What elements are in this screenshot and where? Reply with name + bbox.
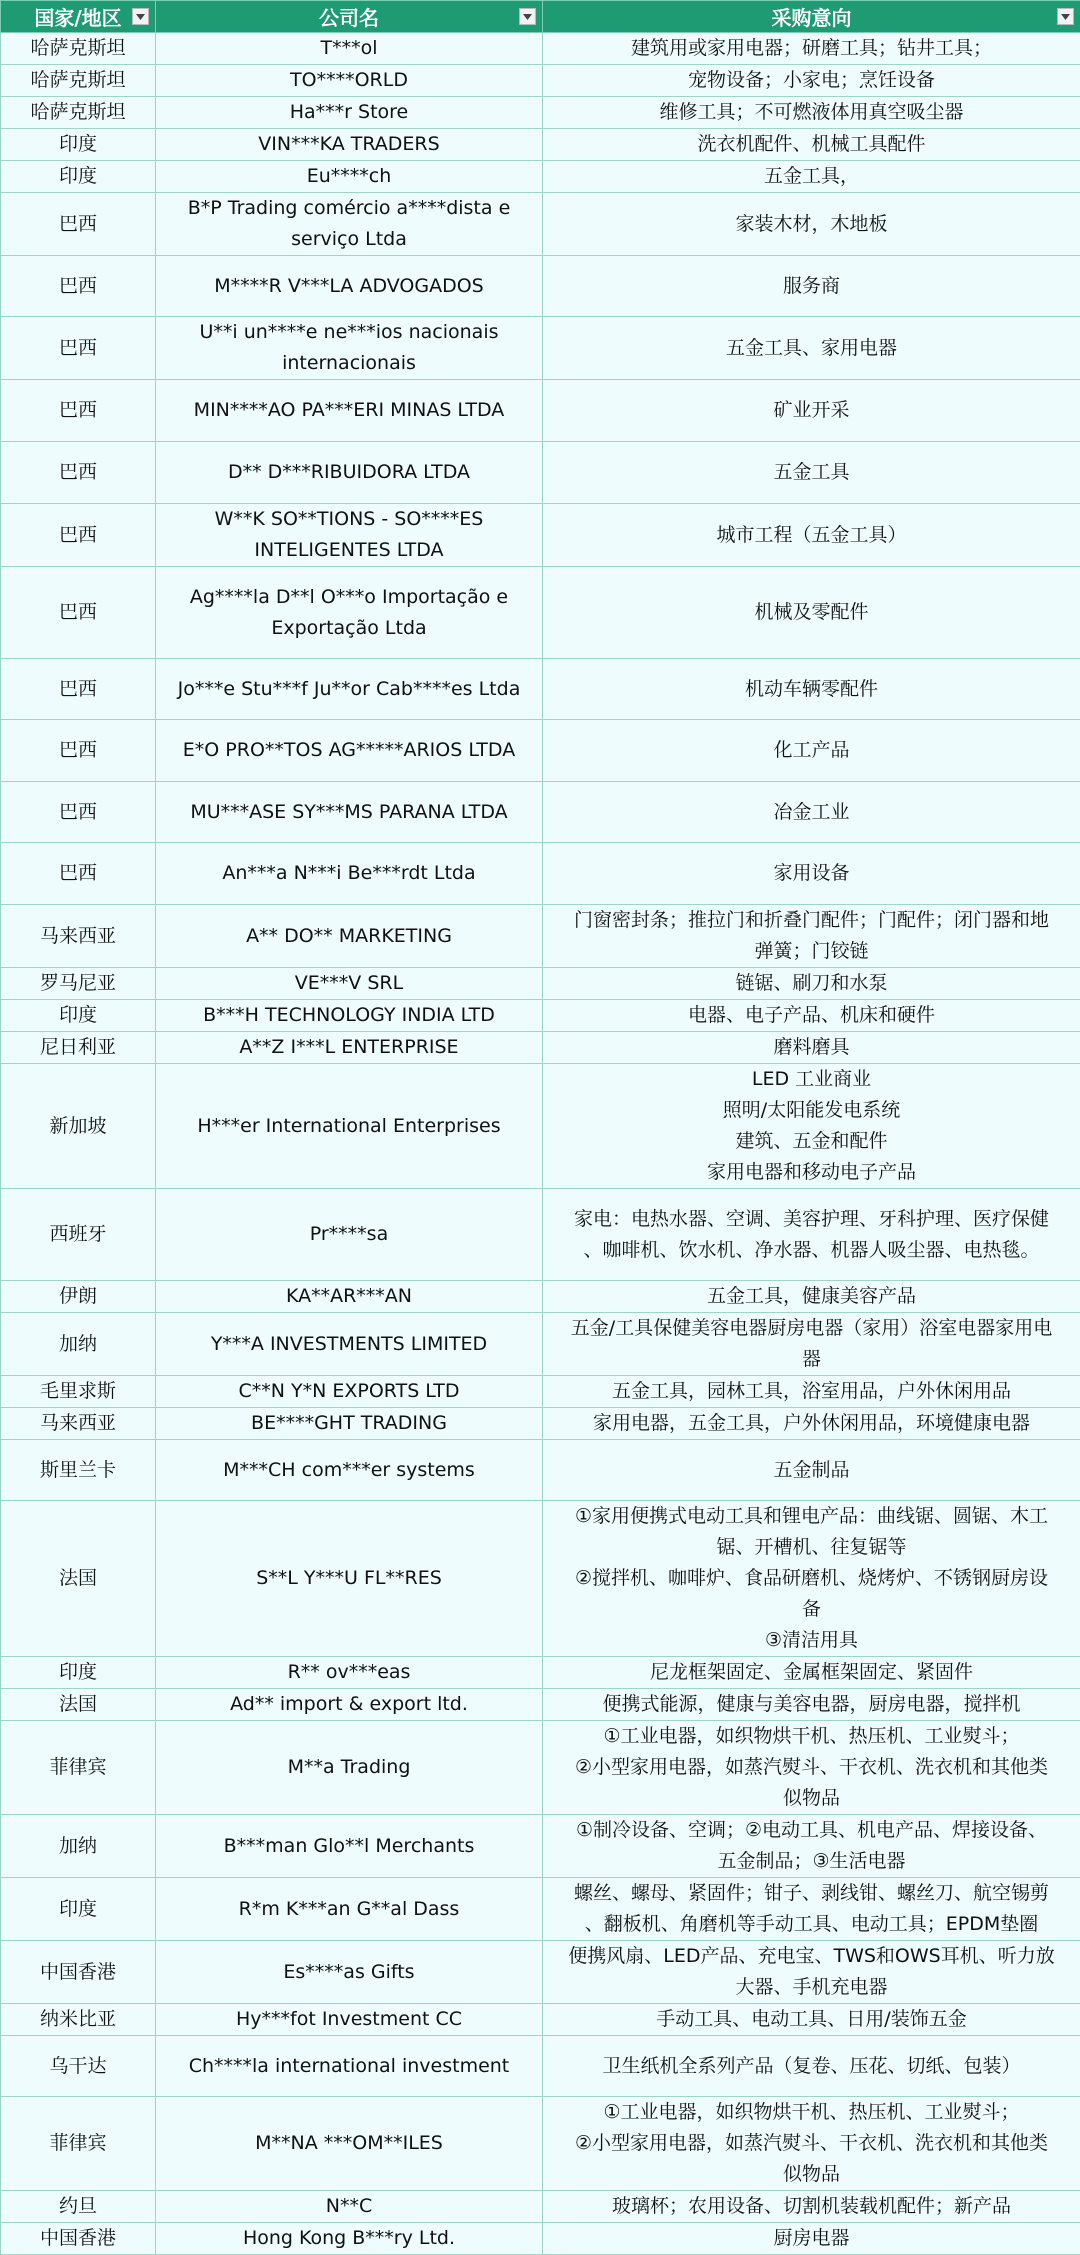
cell-company[interactable] bbox=[156, 1064, 543, 1189]
table-row bbox=[1, 2004, 1080, 2036]
table-row bbox=[1, 1313, 1080, 1376]
cell-company-line: R** ov***eas bbox=[161, 1657, 537, 1688]
header-company-label: 公司名 bbox=[319, 6, 379, 30]
table-row bbox=[1, 2036, 1080, 2097]
cell-intent[interactable] bbox=[543, 380, 1080, 442]
cell-intent[interactable] bbox=[543, 1064, 1080, 1189]
cell-intent[interactable] bbox=[543, 2097, 1080, 2191]
table-row bbox=[1, 256, 1080, 317]
cell-company-line: Hy***fot Investment CC bbox=[161, 2004, 537, 2035]
table-row bbox=[1, 1878, 1080, 1941]
cell-company-line: INTELIGENTES LTDA bbox=[161, 535, 537, 566]
header-country[interactable] bbox=[1, 1, 156, 33]
cell-company[interactable] bbox=[156, 442, 543, 504]
cell-company-line: H***er International Enterprises bbox=[161, 1111, 537, 1142]
cell-intent-line: ②搅拌机、咖啡炉、食品研磨机、烧烤炉、不锈钢厨房设 bbox=[548, 1563, 1075, 1594]
cell-company-line: Eu****ch bbox=[161, 161, 537, 192]
cell-intent-line: 家装木材，木地板 bbox=[548, 209, 1075, 240]
cell-intent-line: 服务商 bbox=[548, 271, 1075, 302]
header-intent-label: 采购意向 bbox=[772, 6, 852, 30]
cell-intent[interactable] bbox=[543, 843, 1080, 905]
cell-intent[interactable] bbox=[543, 1189, 1080, 1281]
cell-intent-line: 五金工具、家用电器 bbox=[548, 333, 1075, 364]
header-company[interactable] bbox=[156, 1, 543, 33]
table-row bbox=[1, 65, 1080, 97]
cell-intent[interactable] bbox=[543, 1657, 1080, 1689]
cell-company-line: M***CH com***er systems bbox=[161, 1455, 537, 1486]
cell-company[interactable] bbox=[156, 659, 543, 720]
cell-company-line: Ch****la international investment bbox=[161, 2051, 537, 2082]
table-row bbox=[1, 720, 1080, 782]
cell-company[interactable] bbox=[156, 1376, 543, 1408]
cell-company[interactable] bbox=[156, 782, 543, 843]
cell-company-line: E*O PRO**TOS AG*****ARIOS LTDA bbox=[161, 735, 537, 766]
table-row bbox=[1, 1657, 1080, 1689]
cell-intent-line: 、翻板机、角磨机等手动工具、电动工具；EPDM垫圈 bbox=[548, 1909, 1075, 1940]
cell-intent-line: 五金工具， bbox=[548, 161, 1075, 192]
cell-company[interactable] bbox=[156, 317, 543, 380]
cell-company[interactable] bbox=[156, 1000, 543, 1032]
cell-company-line: Pr****sa bbox=[161, 1219, 537, 1250]
cell-intent-line: 洗衣机配件、机械工具配件 bbox=[548, 129, 1075, 160]
cell-intent-line: 、咖啡机、饮水机、净水器、机器人吸尘器、电热毯。 bbox=[548, 1235, 1075, 1266]
cell-company-line: Es****as Gifts bbox=[161, 1957, 537, 1988]
cell-country[interactable]: 哈萨克斯坦 bbox=[1, 65, 156, 97]
cell-country[interactable]: 新加坡 bbox=[1, 1064, 156, 1189]
cell-country[interactable]: 马来西亚 bbox=[1, 1408, 156, 1440]
cell-company[interactable] bbox=[156, 1440, 543, 1501]
cell-company[interactable] bbox=[156, 843, 543, 905]
cell-country[interactable]: 巴西 bbox=[1, 317, 156, 380]
cell-company[interactable] bbox=[156, 1281, 543, 1313]
cell-company-line: Exportação Ltda bbox=[161, 613, 537, 644]
cell-company-line: BE****GHT TRADING bbox=[161, 1408, 537, 1439]
cell-country[interactable]: 巴西 bbox=[1, 380, 156, 442]
table-row bbox=[1, 2191, 1080, 2223]
cell-company-line: VE***V SRL bbox=[161, 968, 537, 999]
cell-intent-line: 似物品 bbox=[548, 2159, 1075, 2190]
table-row bbox=[1, 380, 1080, 442]
cell-intent-line: 似物品 bbox=[548, 1783, 1075, 1814]
table-row bbox=[1, 1408, 1080, 1440]
cell-intent-line: ③清洁用具 bbox=[548, 1625, 1075, 1656]
table-body bbox=[1, 33, 1080, 2255]
table-row bbox=[1, 2223, 1080, 2255]
cell-intent-line: ②小型家用电器，如蒸汽熨斗、干衣机、洗衣机和其他类 bbox=[548, 2128, 1075, 2159]
cell-country[interactable]: 印度 bbox=[1, 161, 156, 193]
table-row bbox=[1, 1689, 1080, 1721]
cell-company-line: B*P Trading comércio a****dista e bbox=[161, 193, 537, 224]
cell-intent-line: 五金工具，健康美容产品 bbox=[548, 1281, 1075, 1312]
cell-intent-line: 门窗密封条；推拉门和折叠门配件；门配件；闭门器和地 bbox=[548, 905, 1075, 936]
cell-intent-line: 建筑、五金和配件 bbox=[548, 1126, 1075, 1157]
cell-intent-line: 五金制品 bbox=[548, 1455, 1075, 1486]
cell-intent-line: 建筑用或家用电器；研磨工具；钻井工具； bbox=[548, 33, 1075, 64]
cell-company-line: VIN***KA TRADERS bbox=[161, 129, 537, 160]
cell-country[interactable]: 巴西 bbox=[1, 256, 156, 317]
cell-country[interactable]: 巴西 bbox=[1, 782, 156, 843]
cell-company[interactable] bbox=[156, 1313, 543, 1376]
cell-intent[interactable] bbox=[543, 1281, 1080, 1313]
cell-country[interactable]: 乌干达 bbox=[1, 2036, 156, 2097]
cell-company[interactable] bbox=[156, 1721, 543, 1815]
table-row bbox=[1, 442, 1080, 504]
cell-company-line: D** D***RIBUIDORA LTDA bbox=[161, 457, 537, 488]
cell-country[interactable]: 哈萨克斯坦 bbox=[1, 97, 156, 129]
cell-company-line: A** DO** MARKETING bbox=[161, 921, 537, 952]
cell-intent-line: 矿业开采 bbox=[548, 395, 1075, 426]
table-row bbox=[1, 1064, 1080, 1189]
table-row bbox=[1, 504, 1080, 567]
cell-country[interactable]: 巴西 bbox=[1, 720, 156, 782]
table-row bbox=[1, 1000, 1080, 1032]
cell-intent[interactable] bbox=[543, 1000, 1080, 1032]
cell-company[interactable] bbox=[156, 33, 543, 65]
cell-intent-line: 五金制品；③生活电器 bbox=[548, 1846, 1075, 1877]
cell-intent[interactable] bbox=[543, 504, 1080, 567]
cell-intent[interactable] bbox=[543, 2004, 1080, 2036]
cell-intent-line: 电器、电子产品、机床和硬件 bbox=[548, 1000, 1075, 1031]
cell-country[interactable]: 西班牙 bbox=[1, 1189, 156, 1281]
cell-company[interactable] bbox=[156, 1501, 543, 1657]
cell-country[interactable]: 尼日利亚 bbox=[1, 1032, 156, 1064]
cell-intent[interactable] bbox=[543, 256, 1080, 317]
cell-company[interactable] bbox=[156, 905, 543, 968]
cell-company-line: B***H TECHNOLOGY INDIA LTD bbox=[161, 1000, 537, 1031]
cell-company-line: S**L Y***U FL**RES bbox=[161, 1563, 537, 1594]
cell-intent[interactable] bbox=[543, 1878, 1080, 1941]
cell-company[interactable] bbox=[156, 2097, 543, 2191]
cell-country[interactable]: 中国香港 bbox=[1, 1941, 156, 2004]
table-row bbox=[1, 1281, 1080, 1313]
cell-intent-line: 家用电器和移动电子产品 bbox=[548, 1157, 1075, 1188]
cell-intent-line: ①家用便携式电动工具和锂电产品：曲线锯、圆锯、木工 bbox=[548, 1501, 1075, 1532]
cell-company-line: M**a Trading bbox=[161, 1752, 537, 1783]
cell-intent[interactable] bbox=[543, 1815, 1080, 1878]
cell-intent-line: 磨料磨具 bbox=[548, 1032, 1075, 1063]
cell-country[interactable]: 印度 bbox=[1, 1657, 156, 1689]
cell-intent[interactable] bbox=[543, 1032, 1080, 1064]
cell-intent[interactable] bbox=[543, 1689, 1080, 1721]
cell-company-line: T***ol bbox=[161, 33, 537, 64]
cell-country[interactable]: 斯里兰卡 bbox=[1, 1440, 156, 1501]
cell-intent-line: 维修工具；不可燃液体用真空吸尘器 bbox=[548, 97, 1075, 128]
cell-intent[interactable] bbox=[543, 129, 1080, 161]
cell-company[interactable] bbox=[156, 97, 543, 129]
cell-intent[interactable] bbox=[543, 317, 1080, 380]
cell-country[interactable]: 菲律宾 bbox=[1, 2097, 156, 2191]
cell-company[interactable] bbox=[156, 567, 543, 659]
cell-intent-line: 家用设备 bbox=[548, 858, 1075, 889]
cell-company[interactable] bbox=[156, 1941, 543, 2004]
cell-intent[interactable] bbox=[543, 1408, 1080, 1440]
cell-country[interactable]: 马来西亚 bbox=[1, 905, 156, 968]
cell-intent[interactable] bbox=[543, 2036, 1080, 2097]
cell-intent-line: 家用电器，五金工具，户外休闲用品，环境健康电器 bbox=[548, 1408, 1075, 1439]
cell-country[interactable]: 伊朗 bbox=[1, 1281, 156, 1313]
cell-country[interactable]: 法国 bbox=[1, 1689, 156, 1721]
cell-intent[interactable] bbox=[543, 2223, 1080, 2255]
cell-intent-line: 五金/工具保健美容电器厨房电器（家用）浴室电器家用电 bbox=[548, 1313, 1075, 1344]
cell-company-line: W**K SO**TIONS - SO****ES bbox=[161, 504, 537, 535]
cell-company[interactable] bbox=[156, 720, 543, 782]
table-row bbox=[1, 33, 1080, 65]
cell-country[interactable]: 印度 bbox=[1, 1878, 156, 1941]
cell-company[interactable] bbox=[156, 1408, 543, 1440]
table-row bbox=[1, 968, 1080, 1000]
cell-company[interactable] bbox=[156, 504, 543, 567]
cell-company[interactable] bbox=[156, 380, 543, 442]
cell-company[interactable] bbox=[156, 1878, 543, 1941]
cell-intent[interactable] bbox=[543, 1721, 1080, 1815]
cell-country[interactable]: 哈萨克斯坦 bbox=[1, 33, 156, 65]
cell-intent-line: 冶金工业 bbox=[548, 797, 1075, 828]
cell-intent[interactable] bbox=[543, 567, 1080, 659]
cell-intent-line: 便携风扇、LED产品、充电宝、TWS和OWS耳机、听力放 bbox=[548, 1941, 1075, 1972]
cell-intent-line: 机械及零配件 bbox=[548, 597, 1075, 628]
cell-company[interactable] bbox=[156, 2036, 543, 2097]
table-row bbox=[1, 567, 1080, 659]
table-row bbox=[1, 1815, 1080, 1878]
cell-intent-line: 尼龙框架固定、金属框架固定、紧固件 bbox=[548, 1657, 1075, 1688]
cell-intent[interactable] bbox=[543, 659, 1080, 720]
cell-intent[interactable] bbox=[543, 33, 1080, 65]
header-row bbox=[1, 1, 1080, 33]
cell-company[interactable] bbox=[156, 65, 543, 97]
cell-company[interactable] bbox=[156, 1189, 543, 1281]
cell-intent-line: ①工业电器，如织物烘干机、热压机、工业熨斗； bbox=[548, 2097, 1075, 2128]
cell-intent-line: 器 bbox=[548, 1344, 1075, 1375]
cell-intent-line: 卫生纸机全系列产品（复卷、压花、切纸、包装） bbox=[548, 2051, 1075, 2082]
cell-intent-line: 玻璃杯；农用设备、切割机装载机配件；新产品 bbox=[548, 2191, 1075, 2222]
cell-country[interactable]: 法国 bbox=[1, 1501, 156, 1657]
table-row bbox=[1, 1501, 1080, 1657]
cell-country[interactable]: 毛里求斯 bbox=[1, 1376, 156, 1408]
cell-company-line: KA**AR***AN bbox=[161, 1281, 537, 1312]
table-row bbox=[1, 161, 1080, 193]
cell-intent[interactable] bbox=[543, 1440, 1080, 1501]
cell-intent[interactable] bbox=[543, 1501, 1080, 1657]
cell-intent-line: 五金工具，园林工具，浴室用品，户外休闲用品 bbox=[548, 1376, 1075, 1407]
cell-intent-line: 手动工具、电动工具、日用/装饰五金 bbox=[548, 2004, 1075, 2035]
cell-intent-line: 大器、手机充电器 bbox=[548, 1972, 1075, 2003]
cell-company-line: Ha***r Store bbox=[161, 97, 537, 128]
cell-company[interactable] bbox=[156, 2191, 543, 2223]
cell-company-line: serviço Ltda bbox=[161, 224, 537, 255]
table-row bbox=[1, 97, 1080, 129]
table-row bbox=[1, 1721, 1080, 1815]
cell-country[interactable]: 纳米比亚 bbox=[1, 2004, 156, 2036]
cell-intent[interactable] bbox=[543, 720, 1080, 782]
cell-company-line: M**NA ***OM**ILES bbox=[161, 2128, 537, 2159]
filter-dropdown-icon[interactable] bbox=[132, 8, 149, 25]
table-row bbox=[1, 1376, 1080, 1408]
cell-company-line: MIN****AO PA***ERI MINAS LTDA bbox=[161, 395, 537, 426]
cell-company-line: Ad** import & export ltd. bbox=[161, 1689, 537, 1720]
cell-company-line: Jo***e Stu***f Ju**or Cab****es Ltda bbox=[161, 674, 537, 705]
cell-intent-line: 锯、开槽机、往复锯等 bbox=[548, 1532, 1075, 1563]
cell-country[interactable]: 巴西 bbox=[1, 442, 156, 504]
cell-intent-line: 宠物设备；小家电；烹饪设备 bbox=[548, 65, 1075, 96]
table-row bbox=[1, 1440, 1080, 1501]
filter-dropdown-icon[interactable] bbox=[519, 8, 536, 25]
cell-intent-line: 城市工程（五金工具） bbox=[548, 520, 1075, 551]
cell-country[interactable]: 中国香港 bbox=[1, 2223, 156, 2255]
cell-company-line: Y***A INVESTMENTS LIMITED bbox=[161, 1329, 537, 1360]
cell-intent-line: 备 bbox=[548, 1594, 1075, 1625]
cell-intent[interactable] bbox=[543, 2191, 1080, 2223]
cell-intent-line: 照明/太阳能发电系统 bbox=[548, 1095, 1075, 1126]
cell-country[interactable]: 巴西 bbox=[1, 504, 156, 567]
header-country-label: 国家/地区 bbox=[34, 6, 121, 30]
cell-company[interactable] bbox=[156, 1657, 543, 1689]
cell-company-line: U**i un****e ne***ios nacionais bbox=[161, 317, 537, 348]
cell-company[interactable] bbox=[156, 1032, 543, 1064]
cell-company[interactable] bbox=[156, 2223, 543, 2255]
cell-country[interactable]: 印度 bbox=[1, 129, 156, 161]
cell-intent-line: 链锯、刷刀和水泵 bbox=[548, 968, 1075, 999]
cell-intent[interactable] bbox=[543, 1941, 1080, 2004]
cell-country[interactable]: 加纳 bbox=[1, 1815, 156, 1878]
cell-company-line: internacionais bbox=[161, 348, 537, 379]
cell-intent[interactable] bbox=[543, 782, 1080, 843]
table-row bbox=[1, 2097, 1080, 2191]
cell-country[interactable]: 印度 bbox=[1, 1000, 156, 1032]
cell-company-line: C**N Y*N EXPORTS LTD bbox=[161, 1376, 537, 1407]
cell-country[interactable]: 巴西 bbox=[1, 567, 156, 659]
cell-company[interactable] bbox=[156, 2004, 543, 2036]
cell-company[interactable] bbox=[156, 968, 543, 1000]
table-row bbox=[1, 1032, 1080, 1064]
cell-company-line: A**Z I***L ENTERPRISE bbox=[161, 1032, 537, 1063]
table-row bbox=[1, 193, 1080, 256]
cell-company-line: An***a N***i Be***rdt Ltda bbox=[161, 858, 537, 889]
cell-intent[interactable] bbox=[543, 905, 1080, 968]
cell-intent[interactable] bbox=[543, 161, 1080, 193]
cell-company[interactable] bbox=[156, 1689, 543, 1721]
table-row bbox=[1, 317, 1080, 380]
header-intent[interactable] bbox=[543, 1, 1080, 33]
cell-country[interactable]: 巴西 bbox=[1, 193, 156, 256]
table-row bbox=[1, 1941, 1080, 2004]
cell-intent-line: 化工产品 bbox=[548, 735, 1075, 766]
cell-intent[interactable] bbox=[543, 97, 1080, 129]
cell-company-line: R*m K***an G**al Dass bbox=[161, 1894, 537, 1925]
cell-company[interactable] bbox=[156, 1815, 543, 1878]
cell-company[interactable] bbox=[156, 129, 543, 161]
cell-country[interactable]: 巴西 bbox=[1, 843, 156, 905]
cell-company-line: Hong Kong B***ry Ltd. bbox=[161, 2223, 537, 2254]
cell-intent-line: LED 工业商业 bbox=[548, 1064, 1075, 1095]
table-row bbox=[1, 129, 1080, 161]
cell-company[interactable] bbox=[156, 161, 543, 193]
cell-intent[interactable] bbox=[543, 1313, 1080, 1376]
cell-intent-line: ①工业电器，如织物烘干机、热压机、工业熨斗； bbox=[548, 1721, 1075, 1752]
cell-company-line: B***man Glo**l Merchants bbox=[161, 1831, 537, 1862]
cell-company-line: TO****ORLD bbox=[161, 65, 537, 96]
cell-intent-line: 机动车辆零配件 bbox=[548, 674, 1075, 705]
cell-company-line: N**C bbox=[161, 2191, 537, 2222]
cell-company-line: M****R V***LA ADVOGADOS bbox=[161, 271, 537, 302]
cell-intent[interactable] bbox=[543, 442, 1080, 504]
table-row bbox=[1, 905, 1080, 968]
table-row bbox=[1, 782, 1080, 843]
table-row bbox=[1, 843, 1080, 905]
cell-intent-line: 厨房电器 bbox=[548, 2223, 1075, 2254]
cell-intent-line: 五金工具 bbox=[548, 457, 1075, 488]
cell-country[interactable]: 罗马尼亚 bbox=[1, 968, 156, 1000]
cell-company-line: Ag****la D**l O***o Importação e bbox=[161, 582, 537, 613]
cell-company-line: MU***ASE SY***MS PARANA LTDA bbox=[161, 797, 537, 828]
cell-intent[interactable] bbox=[543, 1376, 1080, 1408]
cell-intent[interactable] bbox=[543, 968, 1080, 1000]
cell-intent[interactable] bbox=[543, 65, 1080, 97]
cell-country[interactable]: 加纳 bbox=[1, 1313, 156, 1376]
cell-intent[interactable] bbox=[543, 193, 1080, 256]
cell-company[interactable] bbox=[156, 193, 543, 256]
cell-country[interactable]: 巴西 bbox=[1, 659, 156, 720]
cell-intent-line: ②小型家用电器，如蒸汽熨斗、干衣机、洗衣机和其他类 bbox=[548, 1752, 1075, 1783]
cell-country[interactable]: 约旦 bbox=[1, 2191, 156, 2223]
cell-intent-line: 螺丝、螺母、紧固件；钳子、剥线钳、螺丝刀、航空锡剪 bbox=[548, 1878, 1075, 1909]
filter-dropdown-icon[interactable] bbox=[1057, 8, 1074, 25]
cell-intent-line: 便携式能源，健康与美容电器，厨房电器，搅拌机 bbox=[548, 1689, 1075, 1720]
table-row bbox=[1, 659, 1080, 720]
cell-company[interactable] bbox=[156, 256, 543, 317]
table-row bbox=[1, 1189, 1080, 1281]
cell-intent-line: 弹簧；门铰链 bbox=[548, 936, 1075, 967]
cell-intent-line: ①制冷设备、空调；②电动工具、机电产品、焊接设备、 bbox=[548, 1815, 1075, 1846]
cell-intent-line: 家电：电热水器、空调、美容护理、牙科护理、医疗保健 bbox=[548, 1204, 1075, 1235]
cell-country[interactable]: 菲律宾 bbox=[1, 1721, 156, 1815]
